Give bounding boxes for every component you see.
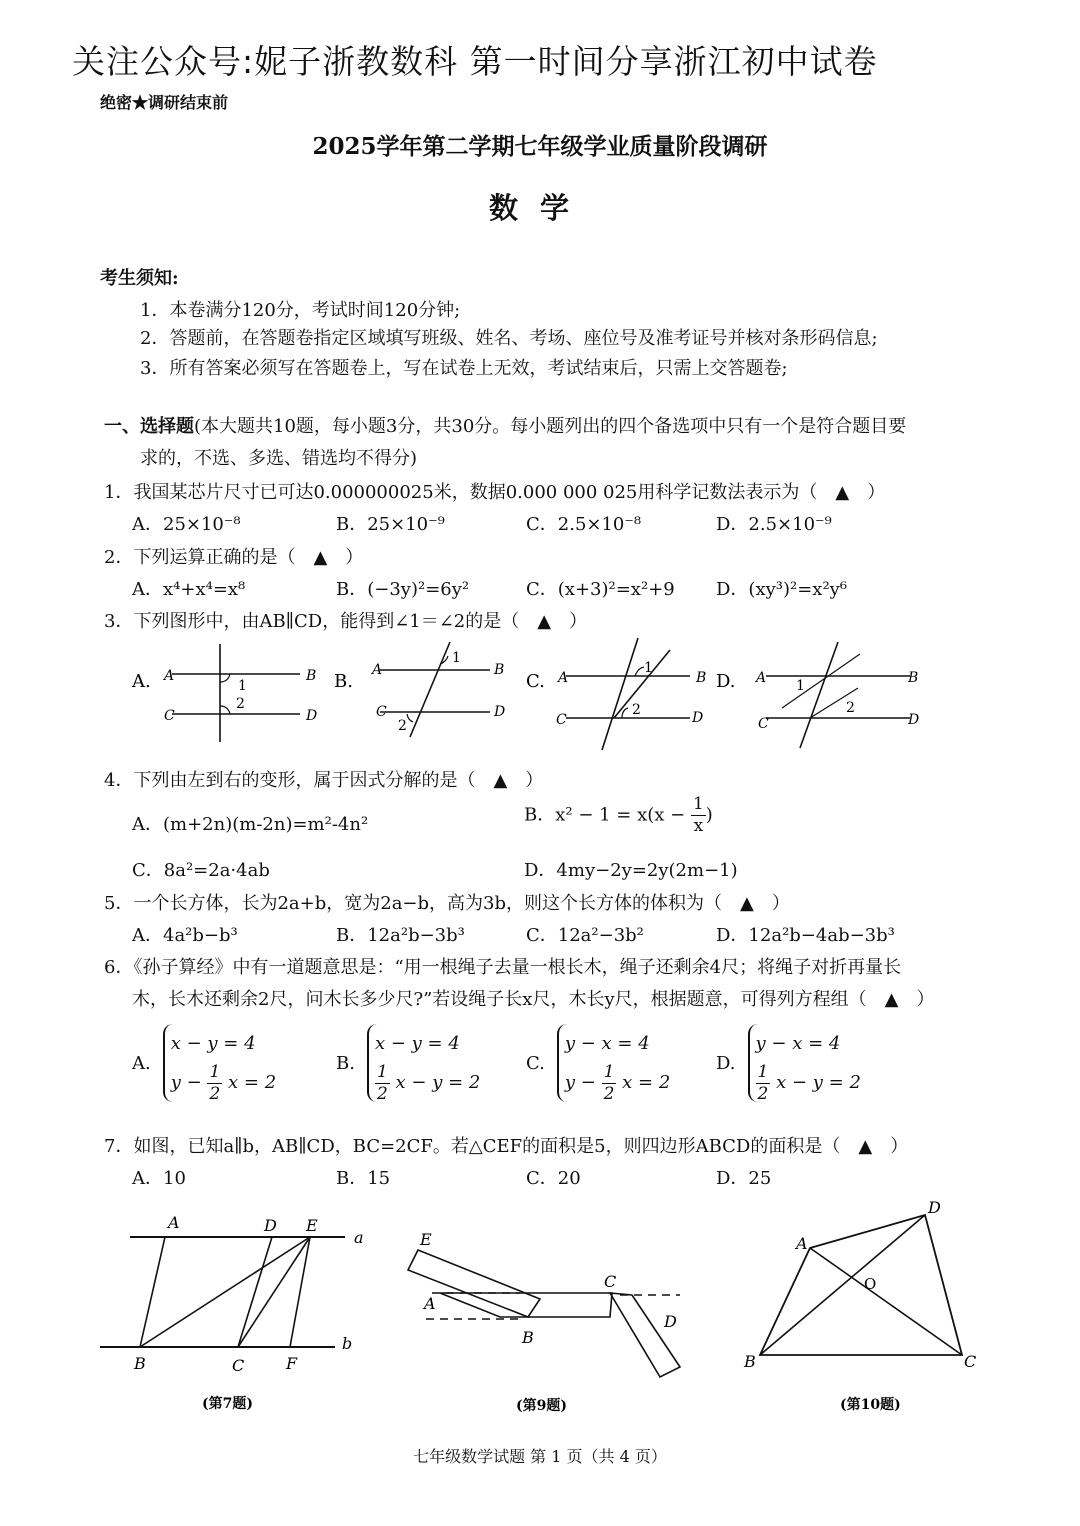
q3c-angle-2: 2 bbox=[632, 702, 641, 718]
q6-d-den: 2 bbox=[757, 1083, 769, 1104]
q6-option-b bbox=[336, 1024, 480, 1102]
notice-heading: 考生须知: bbox=[100, 268, 179, 289]
q3c-label-c: C bbox=[556, 712, 567, 728]
fig10-label-o: O bbox=[864, 1275, 877, 1293]
q5-stem: 5．一个长方体，长为2a+b，宽为2a−b，高为3b，则这个长方体的体积为（ ▲ ） bbox=[104, 893, 790, 914]
q3-figures bbox=[120, 632, 940, 757]
q3d-transversal bbox=[800, 642, 838, 748]
exam-title: 2025学年第二学期七年级学业质量阶段调研 bbox=[312, 133, 768, 160]
section-desc-2: 求的，不选、多选、错选均不得分) bbox=[140, 448, 418, 469]
fig10-diagonal-bd bbox=[760, 1215, 925, 1355]
q5-option-d: D．12a²b−4ab−3b³ bbox=[716, 925, 895, 946]
q3c-angle-1: 1 bbox=[644, 660, 653, 676]
q6-a-den: 2 bbox=[209, 1083, 221, 1104]
q6-d-num: 1 bbox=[757, 1061, 769, 1082]
q2-option-c: C．(x+3)²=x²+9 bbox=[526, 579, 675, 600]
q3-option-c-label: C. bbox=[526, 671, 545, 692]
q3a-angle-2-arc bbox=[220, 706, 230, 714]
fig10-label-c: C bbox=[964, 1352, 977, 1371]
q5-option-b: B．12a²b−3b³ bbox=[336, 925, 465, 946]
q6-c-eq2-pre: y − bbox=[564, 1072, 596, 1093]
q6-b-system bbox=[367, 1024, 480, 1102]
q1-option-a: A．25×10⁻⁸ bbox=[132, 514, 241, 535]
q3b-label-b: B bbox=[494, 662, 505, 678]
q6-c-num: 1 bbox=[603, 1061, 615, 1082]
q6-b-eq1: x − y = 4 bbox=[374, 1033, 460, 1054]
fig9-caption: (第9题) bbox=[516, 1398, 567, 1414]
q2-option-b: B．(−3y)²=6y² bbox=[336, 579, 470, 600]
q1-stem: 1．我国某芯片尺寸已可达0.000000025米，数据0.000 000 025用科学记数法表示为（ ▲ ） bbox=[104, 482, 886, 503]
q3a-label-a: A bbox=[164, 668, 175, 684]
q4-option-c: C．8a²=2a·4ab bbox=[132, 860, 270, 881]
q6-c-eq2-post: x = 2 bbox=[622, 1072, 671, 1093]
section-desc-1: (本大题共10题，每小题3分，共30分。每小题列出的四个备选项中只有一个是符合题目要 bbox=[194, 416, 907, 437]
q6-a-num: 1 bbox=[209, 1061, 221, 1082]
watermark-banner: 关注公众号:妮子浙教数科 第一时间分享浙江初中试卷 bbox=[72, 42, 878, 81]
q6-d-eq2 bbox=[756, 1063, 861, 1102]
q7-option-b: B．15 bbox=[336, 1168, 391, 1189]
fig7-label-f: F bbox=[286, 1354, 298, 1373]
q5-option-c: C．12a²−3b² bbox=[526, 925, 644, 946]
q3b-angle-1: 1 bbox=[452, 650, 461, 666]
fig9-label-c: C bbox=[604, 1272, 617, 1291]
q6-option-d bbox=[716, 1024, 861, 1102]
q4-b-denominator: x bbox=[693, 816, 704, 836]
q4-b-numerator: 1 bbox=[692, 794, 704, 814]
q3a-label-c: C bbox=[164, 708, 175, 724]
q3c-angle-1-arc bbox=[635, 667, 644, 676]
q3d-label-d: D bbox=[908, 712, 920, 728]
q6-stem-2: 木，长木还剩余2尺，问木长多少尺?”若设绳子长x尺，木长y尺，根据题意，可得列方程组（ ▲ ） bbox=[132, 989, 935, 1010]
q2-stem: 2．下列运算正确的是（ ▲ ） bbox=[104, 547, 364, 568]
q3-option-d-label: D. bbox=[716, 671, 736, 692]
q7-option-a: A．10 bbox=[132, 1168, 186, 1189]
fig7-seg-be bbox=[140, 1237, 310, 1347]
q6-c-frac bbox=[602, 1061, 617, 1104]
q3c-transversal bbox=[602, 638, 638, 750]
q2-option-a: A．x⁴+x⁴=x⁸ bbox=[132, 579, 246, 600]
q6-a-eq2 bbox=[171, 1063, 276, 1102]
q6-c-den: 2 bbox=[603, 1083, 615, 1104]
q6-a-label: A. bbox=[132, 1052, 151, 1074]
q3c-label-b: B bbox=[696, 670, 707, 686]
fig7-label-line-b: b bbox=[342, 1334, 353, 1353]
q1-option-d: D．2.5×10⁻⁹ bbox=[716, 514, 832, 535]
q6-d-eq1: y − x = 4 bbox=[755, 1033, 841, 1054]
q6-b-eq2 bbox=[375, 1063, 480, 1102]
fig9-strip-middle bbox=[440, 1293, 612, 1317]
fig7-seg-dc bbox=[238, 1237, 272, 1347]
q4-stem: 4．下列由左到右的变形，属于因式分解的是（ ▲ ） bbox=[104, 770, 544, 791]
q6-b-label: B. bbox=[336, 1052, 355, 1074]
q6-stem-1: 6．《孙子算经》中有一道题意思是：“用一根绳子去量一根长木，绳子还剩余4尺；将绳子对折再量长 bbox=[104, 957, 902, 978]
figure-7 bbox=[100, 1213, 364, 1412]
q3a-angle-2: 2 bbox=[236, 696, 245, 712]
fig7-label-b: B bbox=[134, 1354, 146, 1373]
q3-option-b-label: B. bbox=[334, 671, 353, 692]
q3-stem: 3．下列图形中，由AB∥CD，能得到∠1＝∠2的是（ ▲ ） bbox=[104, 611, 588, 632]
q6-c-eq2 bbox=[565, 1063, 670, 1102]
fig9-label-e: E bbox=[420, 1230, 432, 1249]
figures-row bbox=[0, 1195, 1080, 1425]
fig9-label-a: A bbox=[424, 1294, 436, 1313]
fig7-caption: (第7题) bbox=[202, 1396, 253, 1412]
q4-option-d: D．4my−2y=2y(2m−1) bbox=[524, 860, 738, 881]
q3b-angle-2-arc bbox=[407, 714, 413, 722]
q4-option-b-suffix: ) bbox=[705, 804, 713, 826]
q3c-angle-2-arc bbox=[622, 708, 628, 718]
q3a-label-b: B bbox=[306, 668, 317, 684]
subject-title: 数学 bbox=[488, 191, 591, 225]
q3b-transversal bbox=[410, 642, 450, 737]
q4-option-b-prefix: B．x² − 1 = x(x − bbox=[524, 804, 686, 826]
q6-a-system bbox=[163, 1024, 276, 1102]
q6-a-eq2-post: x = 2 bbox=[228, 1072, 277, 1093]
q7-option-c: C．20 bbox=[526, 1168, 581, 1189]
q6-option-c bbox=[526, 1024, 670, 1102]
fig9-label-b: B bbox=[522, 1328, 534, 1347]
q3d-angle-1: 1 bbox=[796, 678, 805, 694]
q6-d-eq2-post: x − y = 2 bbox=[776, 1072, 861, 1093]
fig7-seg-ab bbox=[140, 1237, 165, 1347]
q3a-angle-1: 1 bbox=[238, 678, 247, 694]
section-title: 一、选择题 bbox=[104, 416, 194, 437]
q3b-label-c: C bbox=[376, 704, 387, 720]
fig7-label-d: D bbox=[264, 1216, 277, 1235]
q6-b-den: 2 bbox=[376, 1083, 388, 1104]
q7-stem: 7．如图，已知a∥b，AB∥CD，BC=2CF。若△CEF的面积是5，则四边形ABCD的面积是（ ▲ ） bbox=[104, 1136, 909, 1157]
q3a-label-d: D bbox=[306, 708, 318, 724]
q6-c-label: C. bbox=[526, 1052, 545, 1074]
q1-option-c: C．2.5×10⁻⁸ bbox=[526, 514, 642, 535]
q6-c-eq1: y − x = 4 bbox=[564, 1033, 650, 1054]
q6-option-a bbox=[132, 1024, 276, 1102]
q6-b-eq2-post: x − y = 2 bbox=[395, 1072, 481, 1093]
q3b-angle-2: 2 bbox=[398, 718, 407, 734]
q3d-label-a: A bbox=[756, 670, 767, 686]
q6-a-eq1: x − y = 4 bbox=[170, 1033, 256, 1054]
q3d-label-b: B bbox=[908, 670, 919, 686]
q6-c-system bbox=[557, 1024, 670, 1102]
q6-b-num: 1 bbox=[376, 1061, 388, 1082]
q6-d-frac bbox=[756, 1061, 771, 1104]
fig9-label-d: D bbox=[664, 1312, 677, 1331]
q3-option-a-label: A. bbox=[132, 671, 151, 692]
figure-9 bbox=[408, 1230, 680, 1414]
fig7-label-c: C bbox=[232, 1356, 245, 1375]
figure-10 bbox=[743, 1198, 976, 1413]
fig10-label-a: A bbox=[796, 1234, 808, 1253]
q6-a-eq2-pre: y − bbox=[170, 1072, 202, 1093]
q3d-angle-2: 2 bbox=[846, 700, 855, 716]
q6-a-frac bbox=[207, 1061, 222, 1104]
q5-option-a: A．4a²b−b³ bbox=[132, 925, 238, 946]
section-heading bbox=[104, 412, 906, 438]
fig10-label-b: B bbox=[744, 1352, 756, 1371]
notice-item-3: 3．所有答案必须写在答题卷上，写在试卷上无效，考试结束后，只需上交答题卷; bbox=[140, 358, 788, 379]
q1-option-b: B．25×10⁻⁹ bbox=[336, 514, 445, 535]
q4-option-b bbox=[524, 796, 713, 835]
notice-item-1: 1．本卷满分120分，考试时间120分钟; bbox=[140, 300, 461, 321]
q2-option-d: D．(xy³)²=x²y⁶ bbox=[716, 579, 848, 600]
q3c-label-a: A bbox=[558, 670, 569, 686]
q6-d-label: D. bbox=[716, 1052, 736, 1074]
confidential-label: 绝密★调研结束前 bbox=[100, 93, 229, 112]
q3c-label-d: D bbox=[692, 710, 704, 726]
fig9-strip-right bbox=[610, 1293, 680, 1377]
q3d-label-c: C bbox=[758, 716, 769, 732]
q6-d-system bbox=[748, 1024, 861, 1102]
fig10-caption: (第10题) bbox=[840, 1397, 901, 1413]
q3b-label-a: A bbox=[372, 662, 383, 678]
q4-option-b-fraction bbox=[691, 796, 706, 835]
q6-b-frac bbox=[375, 1061, 390, 1104]
fig7-label-a: A bbox=[168, 1213, 180, 1232]
q3a-angle-1-arc bbox=[220, 674, 230, 682]
fig7-label-line-a: a bbox=[354, 1228, 364, 1247]
fig10-label-d: D bbox=[928, 1198, 941, 1217]
notice-item-2: 2．答题前，在答题卷指定区域填写班级、姓名、考场、座位号及准考证号并核对条形码信息; bbox=[140, 328, 878, 349]
q4-option-a: A．(m+2n)(m-2n)=m²-4n² bbox=[132, 814, 369, 835]
q7-option-d: D．25 bbox=[716, 1168, 772, 1189]
fig7-label-e: E bbox=[306, 1216, 318, 1235]
page-footer: 七年级数学试题 第 1 页（共 4 页） bbox=[413, 1447, 667, 1466]
fig10-diagonal-ac bbox=[810, 1248, 962, 1355]
q3b-label-d: D bbox=[494, 704, 506, 720]
